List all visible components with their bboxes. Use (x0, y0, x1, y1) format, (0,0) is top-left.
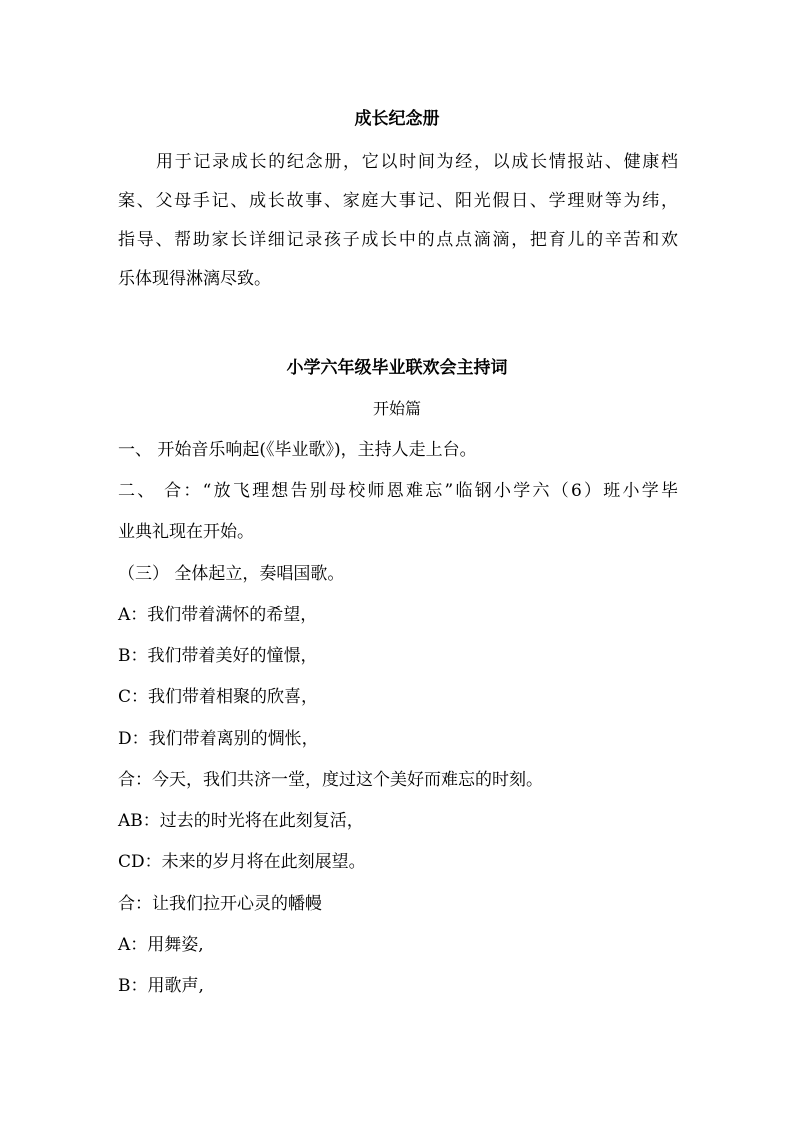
script-line: 一、 开始音乐响起(《毕业歌》)，主持人走上台。 (118, 440, 477, 460)
script-line: B：用歌声, (118, 976, 204, 996)
paragraph-line: 指导、帮助家长详细记录孩子成长中的点点滴滴，把育儿的辛苦和欢 (118, 230, 678, 250)
script-line: A：我们带着满怀的希望， (118, 605, 318, 625)
section-title-growth-album: 成长纪念册 (354, 109, 440, 129)
script-line: AB：过去的时光将在此刻复活， (118, 811, 364, 831)
section-subtitle: 开始篇 (372, 399, 421, 418)
script-line: CD：未来的岁月将在此刻展望。 (118, 852, 366, 872)
script-line: 合：今天，我们共济一堂，度过这个美好而难忘的时刻。 (118, 770, 543, 790)
paragraph-line: 乐体现得淋漓尽致。 (118, 269, 271, 289)
section-title-graduation-host-script: 小学六年级毕业联欢会主持词 (286, 358, 508, 378)
script-line: B：我们带着美好的憧憬， (118, 646, 318, 666)
script-line: C：我们带着相聚的欣喜， (118, 687, 319, 707)
script-line: D：我们带着离别的惆怅， (118, 729, 319, 749)
script-line: A：用舞姿, (118, 935, 204, 955)
paragraph-line: 案、父母手记、成长故事、家庭大事记、阳光假日、学理财等为纬， (118, 191, 678, 211)
script-line: 合：让我们拉开心灵的幡幔 (118, 894, 322, 914)
script-line: （三） 全体起立，奏唱国歌。 (118, 564, 345, 584)
script-line: 二、 合：“放飞理想告别母校师恩难忘”临钢小学六（6）班小学毕 (118, 481, 678, 501)
script-line: 业典礼现在开始。 (118, 522, 254, 542)
paragraph-line: 用于记录成长的纪念册，它以时间为经，以成长情报站、健康档 (156, 152, 678, 172)
